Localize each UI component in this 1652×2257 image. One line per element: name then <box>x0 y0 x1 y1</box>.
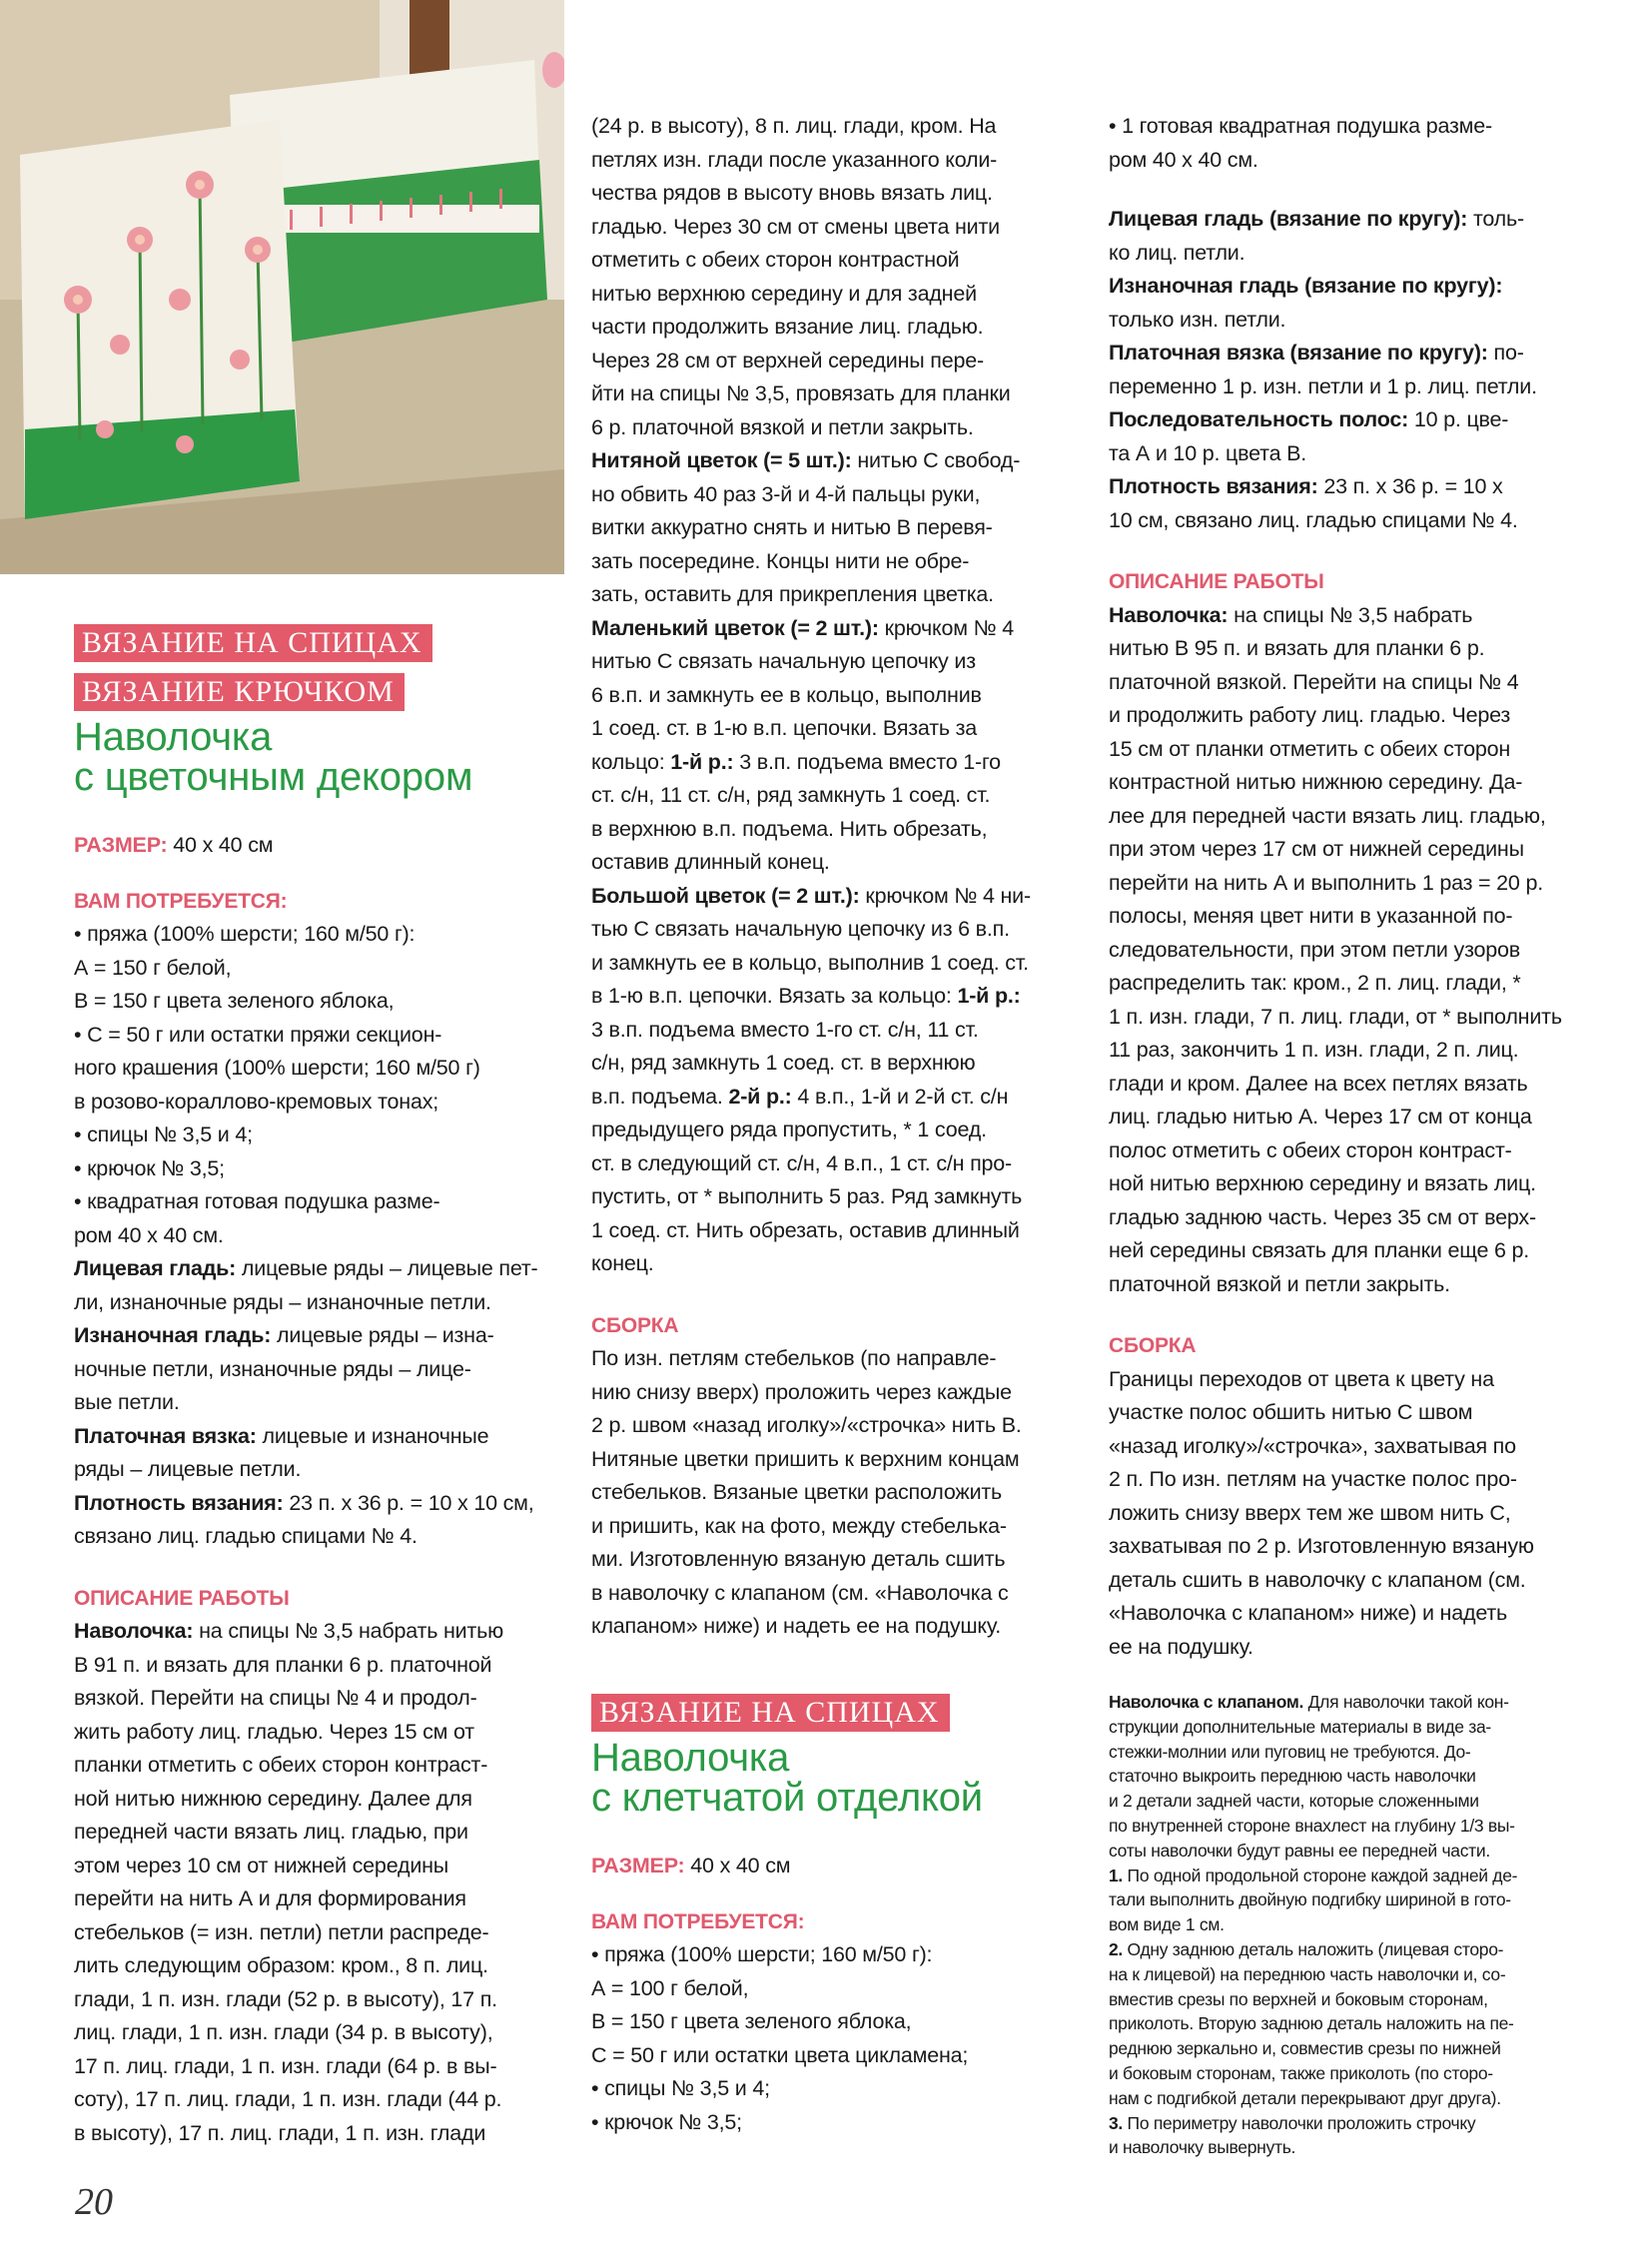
term-label: Наволочка: <box>1109 602 1229 627</box>
text-line: лицевые и изнаночные <box>256 1423 489 1448</box>
text-line: гладью. Через 30 см от смены цвета нити <box>591 214 1000 239</box>
text-line: ной нитью верхнюю середину и вязать лиц. <box>1109 1171 1536 1195</box>
text-line: планки отметить с обеих сторон контраст- <box>74 1753 488 1777</box>
text-line: ее на подушку. <box>1109 1634 1253 1659</box>
text-line: нитью верхнюю середину и для задней <box>591 281 977 306</box>
step-number: 2. <box>1109 1938 1123 1959</box>
text-line: участке полос обшить нитью С швом <box>1109 1400 1473 1424</box>
text-line: ложить снизу вверх тем же швом нить С, <box>1109 1500 1511 1525</box>
text-line: 23 п. х 36 р. = 10 х 10 см, <box>283 1490 534 1515</box>
text-line: связано лиц. гладью спицами № 4. <box>74 1524 417 1548</box>
step-number: 1. <box>1109 1865 1123 1885</box>
list-item: • крючок № 3,5; <box>74 1155 225 1180</box>
text-line: конец. <box>591 1251 654 1275</box>
text-line: 1 соед. ст. Нить обрезать, оставив длинный <box>591 1217 1020 1242</box>
size-label: РАЗМЕР: <box>74 833 168 857</box>
term-label: Платочная вязка (вязание по кругу): <box>1109 341 1488 365</box>
text-line: крючком № 4 ни- <box>859 883 1031 908</box>
text-line: и наволочку вывернуть. <box>1109 2137 1296 2158</box>
text-line: статочно выкроить переднюю часть наволочки <box>1109 1766 1476 1787</box>
text-line: вместив срезы по верхней и боковым сторонам, <box>1109 1988 1488 2009</box>
text-line: соты наволочки будут равны ее передней части. <box>1109 1840 1490 1861</box>
text-line: полосы, меняя цвет нити в указанной по- <box>1109 904 1513 928</box>
category-tag: ВЯЗАНИЕ КРЮЧКОМ <box>74 673 405 711</box>
page-number: 20 <box>75 2181 113 2223</box>
text-line: глади и кром. Далее на всех петлях вязать <box>1109 1071 1528 1096</box>
text-line: лить следующим образом: кром., 8 п. лиц. <box>74 1953 488 1977</box>
text-line: Границы переходов от цвета к цвету на <box>1109 1366 1494 1391</box>
text-line: на спицы № 3,5 набрать нитью <box>193 1619 504 1643</box>
text-line: 2 п. По изн. петлям на участке полос про- <box>1109 1467 1517 1491</box>
list-item: В = 150 г цвета зеленого яблока, <box>591 2009 912 2033</box>
text-line: ст. с/н, 11 ст. с/н, ряд замкнуть 1 соед. ст. <box>591 783 991 807</box>
text-line: лицевые ряды – изна- <box>271 1323 494 1347</box>
text-line: только изн. петли. <box>1109 307 1286 332</box>
list-item: • спицы № 3,5 и 4; <box>591 2076 770 2100</box>
column-3 <box>1109 110 1608 2160</box>
text-line: (24 р. в высоту), 8 п. лиц. глади, кром. На <box>591 114 997 138</box>
text-line: нию снизу вверх) проложить через каждые <box>591 1379 1012 1404</box>
list-item: • пряжа (100% шерсти; 160 м/50 г): <box>74 922 415 946</box>
text-line: перейти на нить А и выполнить 1 раз = 20 р. <box>1109 870 1543 895</box>
text-line: в верхнюю в.п. подъема. Нить обрезать, <box>591 816 988 841</box>
text-line: «Наволочка с клапаном» ниже) и надеть <box>1109 1601 1508 1625</box>
flap-note <box>1109 1690 1608 2160</box>
category-tag: ВЯЗАНИЕ НА СПИЦАХ <box>591 1694 950 1732</box>
term-label: Лицевая гладь: <box>74 1256 237 1280</box>
text-line: петлях изн. глади после указанного коли- <box>591 147 998 172</box>
text-line: глади, 1 п. изн. глади (52 р. в высоту), 17 п. <box>74 1986 497 2011</box>
text-line: в 1-ю в.п. цепочки. Вязать за кольцо: <box>591 984 958 1008</box>
text-line: 23 п. х 36 р. = 10 х <box>1317 474 1503 498</box>
text-line: 17 п. лиц. глади, 1 п. изн. глади (64 р. в вы- <box>74 2053 497 2078</box>
article-title <box>74 717 563 797</box>
list-item: ного крашения (100% шерсти; 160 м/50 г) <box>74 1056 480 1080</box>
text-line: «назад иголку»/«строчка», захватывая по <box>1109 1433 1516 1458</box>
text-line: йти на спицы № 3,5, провязать для планки <box>591 381 1011 405</box>
text-line: Через 28 см от верхней середины пере- <box>591 348 984 373</box>
text-line: платочной вязкой и петли закрыть. <box>1109 1271 1450 1296</box>
text-line: ли, изнаночные ряды – изнаночные петли. <box>74 1289 491 1314</box>
list-item: • крючок № 3,5; <box>591 2109 742 2134</box>
text-line: и замкнуть ее в кольцо, выполнив 1 соед. ст. <box>591 950 1029 975</box>
text-line: платочной вязкой. Перейти на спицы № 4 <box>1109 669 1519 694</box>
text-line: ст. в следующий ст. с/н, 4 в.п., 1 ст. с/н про- <box>591 1150 1013 1175</box>
term-label: Изнаночная гладь: <box>74 1323 272 1347</box>
term-label: Изнаночная гладь (вязание по кругу): <box>1109 274 1503 298</box>
text-line: лее для передней части вязать лиц. гладью, <box>1109 803 1546 828</box>
term-label: Лицевая гладь (вязание по кругу): <box>1109 207 1468 231</box>
text-line: соту), 17 п. лиц. глади, 1 п. изн. глади (44 р. <box>74 2087 502 2111</box>
text-line: Для наволочки такой кон- <box>1303 1692 1509 1712</box>
text-line: 1 п. изн. глади, 7 п. лиц. глади, от * выполнить <box>1109 1004 1562 1029</box>
text-line: лицевые ряды – лицевые пет- <box>236 1256 538 1280</box>
text-line: нам с подгибкой детали перекрывают друг друга). <box>1109 2087 1501 2108</box>
list-item: • 1 готовая квадратная подушка разме- <box>1109 114 1492 138</box>
term-label: Маленький цветок (= 2 шт.): <box>591 615 879 640</box>
list-item: А = 100 г белой, <box>591 1975 749 2000</box>
size-label: РАЗМЕР: <box>591 1854 685 1878</box>
text-line: вые петли. <box>74 1390 180 1414</box>
title-line: с цветочным декором <box>74 755 473 799</box>
row-label: 1-й р.: <box>957 984 1021 1008</box>
text-line: на спицы № 3,5 набрать <box>1228 602 1473 627</box>
text-line: 10 р. цве- <box>1408 407 1509 431</box>
materials-heading: ВАМ ПОТРЕБУЕТСЯ: <box>74 889 288 913</box>
list-item: • спицы № 3,5 и 4; <box>74 1123 253 1146</box>
text-line: тью С связать начальную цепочку из 6 в.п. <box>591 917 1010 941</box>
text-line: тали выполнить двойную подгибку шириной в гото- <box>1109 1889 1511 1910</box>
text-line: но обвить 40 раз 3-й и 4-й пальцы руки, <box>591 481 981 506</box>
text-line: и продолжить работу лиц. гладью. Через <box>1109 703 1511 727</box>
text-line: жить работу лиц. гладью. Через 15 см от <box>74 1719 474 1744</box>
list-item: В = 150 г цвета зеленого яблока, <box>74 989 395 1013</box>
materials-heading: ВАМ ПОТРЕБУЕТСЯ: <box>591 1909 805 1933</box>
text-line: ночные петли, изнаночные ряды – лице- <box>74 1356 471 1381</box>
term-label: Последовательность полос: <box>1109 407 1409 431</box>
materials-list <box>74 918 563 1252</box>
size-value: 40 х 40 см <box>167 833 274 857</box>
text-line: в наволочку с клапаном (см. «Наволочка с <box>591 1580 1009 1605</box>
column-2 <box>591 110 1091 2139</box>
text-line: этом через 10 см от нижней середины <box>74 1853 449 1878</box>
text-line: лиц. гладью нитью А. Через 17 см от конца <box>1109 1105 1532 1128</box>
text-line: и пришить, как на фото, между стебелька- <box>591 1513 1007 1538</box>
row-label: 1-й р.: <box>670 749 734 774</box>
text-line: Одну заднюю деталь наложить (лицевая сторо- <box>1123 1938 1504 1959</box>
column-1 <box>74 624 563 2150</box>
title-line: Наволочка <box>74 715 273 759</box>
text-line: ряды – лицевые петли. <box>74 1457 302 1481</box>
text-line: нитью В 95 п. и вязать для планки 6 р. <box>1109 636 1485 660</box>
list-item: • квадратная готовая подушка разме- <box>74 1189 440 1213</box>
term-label: Наволочка: <box>74 1619 194 1643</box>
text-line: предыдущего ряда пропустить, * 1 соед. <box>591 1118 987 1141</box>
text-line: оставив длинный конец. <box>591 850 830 874</box>
text-line: передней части вязать лиц. гладью, при <box>74 1820 468 1844</box>
text-line: По периметру наволочки проложить строчку <box>1123 2112 1476 2133</box>
text-line: по внутренней стороне внахлест на глубину 1/3 вы- <box>1109 1815 1515 1836</box>
article-title <box>591 1738 1091 1818</box>
text-line: в высоту), 17 п. лиц. глади, 1 п. изн. глади <box>74 2120 486 2145</box>
text-line: 10 см, связано лиц. гладью спицами № 4. <box>1109 507 1518 532</box>
text-line: 6 р. платочной вязкой и петли закрыть. <box>591 414 974 439</box>
text-line: на к лицевой) на переднюю часть наволочки и, со- <box>1109 1963 1506 1984</box>
pillow-photo <box>0 0 564 574</box>
text-line: и 2 детали задней части, которые сложенными <box>1109 1791 1479 1812</box>
text-line: пустить, от * выполнить 5 раз. Ряд замкнуть <box>591 1184 1023 1208</box>
text-line: кольцо: <box>591 749 671 774</box>
text-line: зать, оставить для прикрепления цветка. <box>591 582 994 606</box>
text-line: По одной продольной стороне каждой задней де- <box>1123 1865 1518 1885</box>
text-line: захватывая по 2 р. Изготовленную вязаную <box>1109 1534 1534 1558</box>
text-line: 3 в.п. подъема вместо 1-го <box>733 749 1001 774</box>
text-line: распределить так: кром., 2 п. лиц. глади, * <box>1109 971 1521 995</box>
text-line: контрастной нитью нижнюю середину. Да- <box>1109 770 1523 794</box>
text-line: та А и 10 р. цвета В. <box>1109 440 1307 465</box>
text-line: струкции дополнительные материалы в виде за- <box>1109 1716 1491 1737</box>
text-line: при этом через 17 см от нижней середины <box>1109 837 1524 861</box>
text-line: 6 в.п. и замкнуть ее в кольцо, выполнив <box>591 682 982 707</box>
text-line: Нитяные цветки пришить к верхним концам <box>591 1446 1020 1471</box>
text-line: витки аккуратно снять и нитью В перевя- <box>591 515 993 539</box>
text-line: гладью заднюю часть. Через 35 см от верх- <box>1109 1204 1536 1229</box>
text-line: перейти на нить А и для формирования <box>74 1886 466 1910</box>
list-item: ром 40 х 40 см. <box>1109 147 1258 172</box>
term-label: Нитяной цветок (= 5 шт.): <box>591 448 852 472</box>
description-heading: ОПИСАНИЕ РАБОТЫ <box>74 1586 290 1610</box>
list-item: А = 150 г белой, <box>74 955 232 980</box>
description-heading: ОПИСАНИЕ РАБОТЫ <box>1109 570 1324 593</box>
pillow-photo-icon <box>0 0 564 574</box>
step-number: 3. <box>1109 2112 1123 2133</box>
text-line: стежки-молнии или пуговиц не требуются. До- <box>1109 1741 1471 1762</box>
term-label: Плотность вязания: <box>1109 474 1318 498</box>
text-line: стебельков (= изн. петли) петли распреде- <box>74 1919 489 1944</box>
text-line: 4 в.п., 1-й и 2-й ст. с/н <box>791 1084 1009 1109</box>
text-line: следовательности, при этом петли узоров <box>1109 937 1520 962</box>
category-tag: ВЯЗАНИЕ НА СПИЦАХ <box>74 624 432 662</box>
text-line: в.п. подъема. <box>591 1084 729 1109</box>
text-line: полос отметить с обеих сторон контраст- <box>1109 1137 1512 1162</box>
text-line: приколоть. Вторую заднюю деталь наложить на пе- <box>1109 2013 1514 2034</box>
term-label: Наволочка с клапаном. <box>1109 1692 1304 1712</box>
title-line: с клетчатой отделкой <box>591 1776 983 1820</box>
text-line: 3 в.п. подъема вместо 1-го ст. с/н, 11 ст. <box>591 1017 979 1042</box>
term-label: Платочная вязка: <box>74 1423 257 1448</box>
size-value: 40 х 40 см <box>684 1854 791 1878</box>
text-line: толь- <box>1467 207 1524 231</box>
text-line: по- <box>1487 341 1524 365</box>
text-line: чества рядов в высоту вновь вязать лиц. <box>591 181 993 205</box>
text-line: отметить с обеих сторон контрастной <box>591 248 960 272</box>
text-line: По изн. петлям стебельков (по направле- <box>591 1346 997 1370</box>
term-label: Большой цветок (= 2 шт.): <box>591 883 860 908</box>
text-line: ми. Изготовленную вязаную деталь сшить <box>591 1547 1006 1571</box>
list-item: • пряжа (100% шерсти; 160 м/50 г): <box>591 1942 933 1966</box>
text-line: ной нитью нижнюю середину. Далее для <box>74 1786 472 1811</box>
text-line: нитью С свобод- <box>851 448 1021 472</box>
text-line: лиц. глади, 1 п. изн. глади (34 р. в высоту), <box>74 2020 493 2044</box>
text-line: нитью С связать начальную цепочку из <box>591 649 976 673</box>
text-line: вязкой. Перейти на спицы № 4 и продол- <box>74 1686 477 1710</box>
term-label: Плотность вязания: <box>74 1490 284 1515</box>
text-line: В 91 п. и вязать для планки 6 р. платочной <box>74 1652 492 1677</box>
text-line: с/н, ряд замкнуть 1 соед. ст. в верхнюю <box>591 1051 976 1075</box>
text-line: 11 раз, закончить 1 п. изн. глади, 2 п. лиц. <box>1109 1038 1519 1062</box>
text-line: 15 см от планки отметить с обеих сторон <box>1109 736 1511 761</box>
text-line: 1 соед. ст. в 1-ю в.п. цепочки. Вязать за <box>591 716 978 740</box>
text-line: деталь сшить в наволочку с клапаном (см. <box>1109 1567 1526 1592</box>
text-line: части продолжить вязание лиц. гладью. <box>591 315 984 339</box>
list-item: С = 50 г или остатки цвета цикламена; <box>591 2042 969 2067</box>
list-item: • С = 50 г или остатки пряжи секцион- <box>74 1022 442 1047</box>
text-line: ней середины связать для планки еще 6 р. <box>1109 1238 1530 1262</box>
text-line: стебельков. Вязаные цветки расположить <box>591 1480 1003 1504</box>
assembly-heading: СБОРКА <box>1109 1334 1197 1357</box>
title-line: Наволочка <box>591 1736 790 1780</box>
text-line: переменно 1 р. изн. петли и 1 р. лиц. петли. <box>1109 374 1537 398</box>
text-line: крючком № 4 <box>878 615 1014 640</box>
text-line: зать посередине. Концы нити не обре- <box>591 548 970 573</box>
text-line: реднюю зеркально и, совместив срезы по нижней <box>1109 2038 1501 2059</box>
text-line: и боковым сторонам, также приколоть (по сторо- <box>1109 2062 1493 2083</box>
row-label: 2-й р.: <box>728 1084 792 1109</box>
text-line: вом виде 1 см. <box>1109 1914 1225 1935</box>
text-line: ко лиц. петли. <box>1109 240 1245 265</box>
text-line: 2 р. швом «назад иголку»/«строчка» нить В. <box>591 1413 1022 1437</box>
list-item: в розово-кораллово-кремовых тонах; <box>74 1089 439 1114</box>
assembly-heading: СБОРКА <box>591 1313 679 1337</box>
text-line: клапаном» ниже) и надеть ее на подушку. <box>591 1614 1002 1638</box>
list-item: ром 40 х 40 см. <box>74 1222 224 1247</box>
